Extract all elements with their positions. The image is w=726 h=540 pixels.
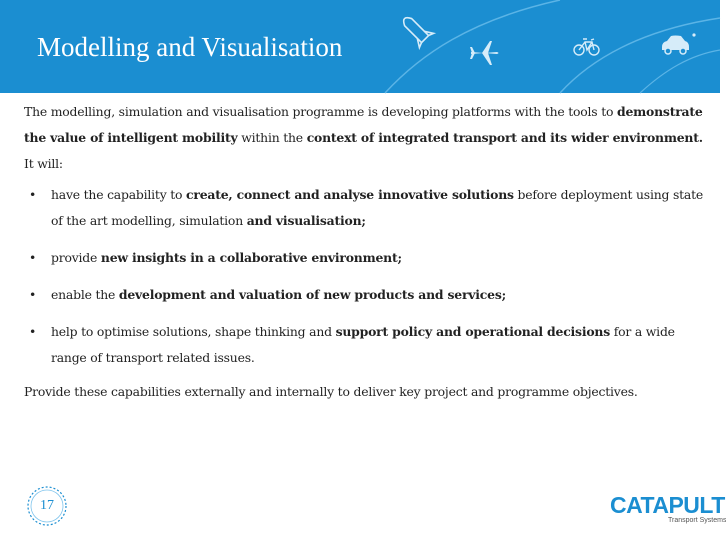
intro-paragraph [24,99,704,177]
page-number: 17 [40,498,54,513]
bullet-text: have the capability to [51,187,187,202]
intro-bold: context of integrated transport and its wider environment. [306,130,703,145]
swoosh-line [640,50,720,93]
bullet-text: provide [51,250,101,265]
logo-subtext: Transport Systems [668,517,726,524]
bullet-marker: • [29,324,37,339]
bullet-bold: development and valuation of new products and services; [118,287,506,302]
bullet-text: before deployment using state of the art modelling, simulation [51,187,704,228]
bullet-bold: create, connect and analyse innovative solutions [186,187,514,202]
intro-text: The modelling, simulation and visualisation programme is developing platforms with the tools to [24,104,617,119]
header-banner [0,0,720,93]
bullet-bold: support policy and operational decisions [335,324,610,339]
bullet-list [24,182,704,371]
bullet-marker: • [29,250,37,265]
plane-icon [470,41,499,65]
bicycle-icon [574,39,599,55]
bullet-bold: and visualisation; [246,213,366,228]
bullet-item [24,182,704,234]
catapult-logo [610,492,726,528]
logo-text: CATAPULT [610,492,725,518]
bullet-text: help to optimise solutions, shape thinking and [51,324,336,339]
intro-bold: demonstrate the value of intelligent mobility [24,104,703,145]
bullet-marker: • [29,287,37,302]
bullet-marker: • [29,187,37,202]
slide-body [24,99,704,405]
swoosh-line [385,0,560,93]
bullet-bold: new insights in a collaborative environment; [100,250,402,265]
intro-text: within the [237,130,307,145]
bullet-item [24,245,704,271]
intro-text: It will: [24,156,63,171]
bullet-item [24,319,704,371]
bullet-text: for a wide range of transport related issues. [51,324,675,365]
closing-paragraph: Provide these capabilities externally and internally to deliver key project and programme objectives. [24,384,638,399]
bullet-item [24,282,704,308]
rocket-icon [397,11,433,47]
bullet-text: enable the [51,287,119,302]
page-number-badge [26,485,68,527]
slide-title: Modelling and Visualisation [37,32,343,62]
car-icon [662,33,696,54]
swoosh-line [560,18,720,93]
